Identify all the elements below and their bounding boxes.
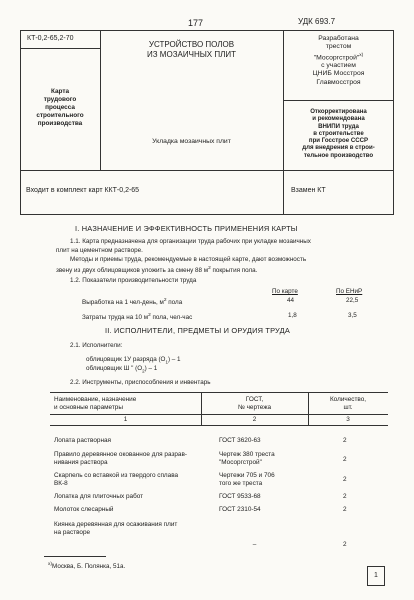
superscript: 2 <box>163 298 167 303</box>
metric-output-label <box>82 297 182 308</box>
card-code: КТ-0,2-65,2-70 <box>27 35 74 42</box>
footnote-mark: х) <box>359 52 364 58</box>
left-label-line: производства <box>37 120 83 127</box>
para-line: плит на цементном растворе. <box>56 246 143 254</box>
header-line: шт. <box>343 404 353 411</box>
section-2-title: II. ИСПОЛНИТЕЛИ, ПРЕДМЕТЫ И ОРУДИЯ ТРУДА <box>105 326 290 335</box>
corner-number: 1 <box>374 572 378 579</box>
metric-labor-label <box>82 312 192 323</box>
table-row-gost <box>219 451 275 467</box>
table-row-gost <box>219 506 261 514</box>
row-gost: Чертеж 380 треста <box>219 451 275 458</box>
row-name: Молоток слесарный <box>54 506 114 513</box>
card-title-line: УСТРОЙСТВО ПОЛОВ <box>148 40 235 49</box>
footnote-mark: х) <box>48 562 52 567</box>
table-top-rule <box>50 392 388 393</box>
row-gost: ГОСТ 9533-68 <box>219 493 261 500</box>
section-1-title: I. НАЗНАЧЕНИЕ И ЭФФЕКТИВНОСТЬ ПРИМЕНЕНИЯ КАРТЫ <box>75 224 298 233</box>
metric-label: Выработка на 1 чел-день, м <box>82 299 164 307</box>
included-in-set: Входит в комплект карт ККТ-0,2-65 <box>26 187 140 194</box>
table-number-rule <box>50 425 388 426</box>
card-corrected <box>283 108 394 159</box>
header-line: № чертежа <box>237 404 272 411</box>
section-1-para-3: 1.2. Показатели производительности труда <box>70 277 197 284</box>
section-1-para-1 <box>56 238 311 255</box>
table-row-qty: 2 <box>343 493 347 500</box>
executor-text: ) – 1 <box>144 365 158 372</box>
row-name: Киянка деревянная для осаживания плит <box>54 521 178 528</box>
metric-unit: пола <box>168 299 183 307</box>
row-gost: того же треста <box>219 480 263 487</box>
developer-line: Главмосстроя <box>316 78 361 86</box>
udk-code: УДК 693.7 <box>298 17 336 26</box>
row-name: нивания раствора <box>54 459 108 466</box>
table-row-qty: 2 <box>343 476 347 483</box>
section-2-para-1: 2.1. Исполнители: <box>70 342 123 349</box>
row-name: Лопатка для плиточных работ <box>54 493 144 500</box>
footnote-text: Москва, Б. Полянка, 51а. <box>52 563 126 571</box>
metric-labor-card: 1,8 <box>288 312 297 319</box>
para-line: 1.1. Карта предназначена для организации труда рабочих при укладке мозаичных <box>70 238 311 245</box>
table-row-qty: 2 <box>343 456 347 463</box>
row-name: Правило деревянное окованное для разрав- <box>54 451 188 458</box>
footnote-rule <box>44 556 106 557</box>
header-line: ГОСТ, <box>245 396 264 403</box>
corrected-line: Откорректирована <box>310 108 367 115</box>
table-row-qty: 2 <box>343 437 347 444</box>
table-row <box>54 493 143 501</box>
developer-line: Разработана <box>318 35 359 42</box>
row-gost: ГОСТ 3620-63 <box>219 437 261 444</box>
corrected-line: ВНИПИ труда <box>318 122 359 130</box>
developer-line: трестом <box>325 43 352 51</box>
section-1-para-2 <box>56 256 306 275</box>
metric-output-enir: 22,5 <box>346 297 359 304</box>
row-name: Скарпель со вставкой из твердого сплава <box>54 472 179 479</box>
card-title-line: ИЗ МОЗАИЧНЫХ ПЛИТ <box>147 49 236 59</box>
card-developer <box>283 35 394 87</box>
subscript: 1 <box>165 359 168 365</box>
metric-labor-enir: 3,5 <box>348 312 357 319</box>
row-name: ВК-8 <box>54 480 68 487</box>
divider-bottom <box>20 170 394 171</box>
divider-code <box>20 48 100 49</box>
superscript: 2 <box>208 265 211 271</box>
table-header-rule <box>50 414 388 415</box>
table-row-gost <box>219 472 275 488</box>
developer-line: "Мосоргстрой" <box>313 53 360 61</box>
corrected-line: тельное производство <box>303 151 374 159</box>
table-col-number: 3 <box>346 416 350 423</box>
table-col-number: 2 <box>252 416 257 423</box>
metric-unit: пола, чел-час <box>152 314 193 322</box>
executor-text: ) – 1 <box>167 356 181 363</box>
table-header-name <box>54 396 136 412</box>
row-gost: ГОСТ 2310-54 <box>219 506 261 513</box>
para-line: покрытия пола. <box>212 266 258 274</box>
row-gost: Чертежи 705 и 706 <box>219 472 275 479</box>
table-row-qty: 2 <box>343 541 347 548</box>
table-row-qty: 2 <box>343 506 347 513</box>
header-line: Количество, <box>329 396 367 403</box>
table-row <box>54 451 187 467</box>
card-subtitle: Укладка мозаичных плит <box>152 138 231 145</box>
metric-label: Затраты труда на 10 м <box>82 314 149 322</box>
row-name: на растворе <box>54 529 91 536</box>
executor-text: облицовщик Ш " (О <box>86 365 143 372</box>
executor-text: облицовщик 1У разряда (О <box>86 356 166 363</box>
left-label-line: Карта <box>50 88 70 95</box>
card-title <box>100 40 283 59</box>
corrected-line: и рекомендована <box>312 115 365 123</box>
row-name: Лопата растворная <box>54 437 112 444</box>
developer-line: ЦНИБ Мосстроя <box>312 70 365 78</box>
page-number: 177 <box>188 18 204 28</box>
table-row <box>54 472 178 488</box>
table-header-gost <box>201 396 308 412</box>
header-line: и основные параметры <box>54 404 123 411</box>
row-gost: – <box>252 541 257 548</box>
col-by-card: По карте <box>272 288 298 295</box>
corrected-line: при Госстрое СССР <box>308 137 369 145</box>
table-row-gost <box>219 493 261 501</box>
card-left-label <box>20 88 100 128</box>
metric-output-card: 44 <box>287 297 295 304</box>
table-row <box>54 506 113 514</box>
table-row-gost <box>219 437 261 445</box>
corrected-line: для внедрения в строи- <box>302 144 375 152</box>
left-label-line: процесса <box>45 104 75 111</box>
table-row <box>54 437 111 445</box>
table-row <box>54 521 177 537</box>
executor-2 <box>86 365 157 376</box>
para-line: звену из двух облицовщиков уложить за смену 88 м <box>56 266 209 274</box>
header-line: Наименование, назначение <box>54 396 137 403</box>
table-col-number: 1 <box>123 416 128 423</box>
col-by-enir: По ЕНиР <box>336 288 363 295</box>
section-2-para-2: 2.2. Инструменты, приспособления и инвентарь <box>70 379 211 386</box>
row-gost: "Мосоргстрой" <box>219 459 262 466</box>
developer-line: с участием <box>321 62 356 70</box>
para-line: Методы и приемы труда, рекомендуемые в настоящей карте, дают возможность <box>70 256 307 263</box>
corrected-line: в строительстве <box>313 129 364 137</box>
left-label-line: трудового <box>43 96 77 103</box>
subscript: 2 <box>142 368 145 374</box>
table-row-gost <box>201 541 308 549</box>
divider-dev <box>283 100 394 101</box>
superscript: 2 <box>148 313 151 318</box>
footnote <box>48 561 125 572</box>
table-header-qty <box>308 396 388 412</box>
replaces: Взамен КТ <box>291 187 326 194</box>
left-label-line: строительного <box>36 112 84 119</box>
